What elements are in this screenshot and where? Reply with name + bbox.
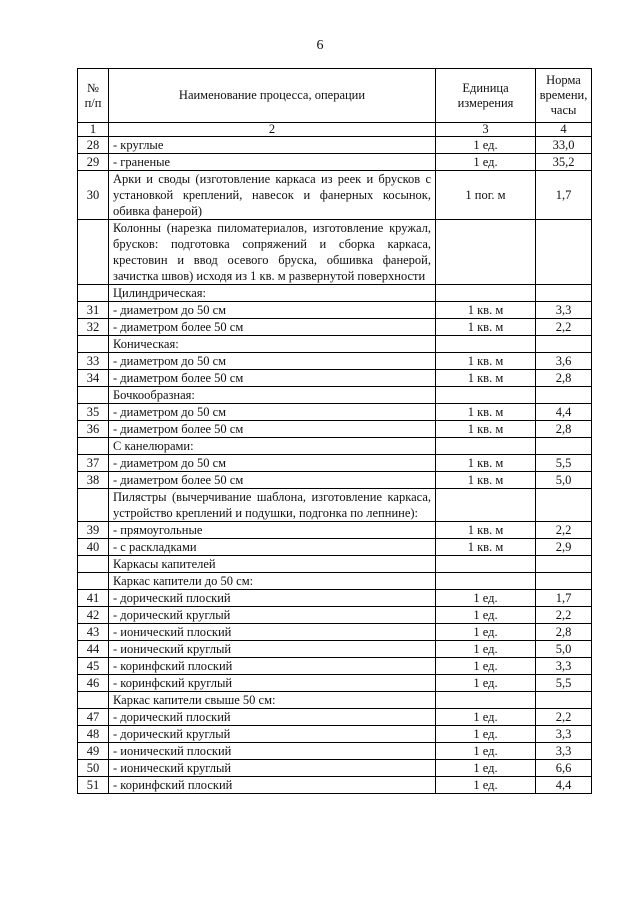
row-number: 47 [78,709,109,726]
row-time-norm: 5,5 [536,675,592,692]
row-process-name: Коническая: [109,336,436,353]
row-number [78,573,109,590]
table-row [78,285,592,302]
row-time-norm: 2,8 [536,370,592,387]
row-process-name: - ионический плоский [109,624,436,641]
row-unit: 1 ед. [436,590,536,607]
row-unit: 1 кв. м [436,404,536,421]
row-number: 31 [78,302,109,319]
row-process-name: - дорический круглый [109,607,436,624]
row-number: 36 [78,421,109,438]
table-row [78,573,592,590]
row-unit [436,387,536,404]
row-process-name: Каркас капители до 50 см: [109,573,436,590]
row-time-norm: 3,3 [536,302,592,319]
row-unit: 1 кв. м [436,539,536,556]
row-time-norm: 2,2 [536,319,592,336]
table-row [78,607,592,624]
table-row [78,220,592,285]
row-time-norm: 3,6 [536,353,592,370]
column-index: 2 [109,123,436,137]
row-process-name: - граненые [109,154,436,171]
row-number: 46 [78,675,109,692]
row-time-norm [536,692,592,709]
row-time-norm: 6,6 [536,760,592,777]
header-process-name: Наименование процесса, операции [109,69,436,123]
column-index: 4 [536,123,592,137]
row-number [78,489,109,522]
row-process-name: - прямоугольные [109,522,436,539]
row-number: 48 [78,726,109,743]
table-row [78,522,592,539]
row-process-name: - диаметром более 50 см [109,421,436,438]
row-process-name: - дорический плоский [109,590,436,607]
row-process-name: - коринфский круглый [109,675,436,692]
row-unit: 1 ед. [436,743,536,760]
row-time-norm: 2,9 [536,539,592,556]
row-unit: 1 ед. [436,641,536,658]
row-number: 30 [78,171,109,220]
header-time-norm: Норма времени, часы [536,69,592,123]
table-row [78,777,592,794]
row-process-name: Колонны (нарезка пиломатериалов, изготовление кружал, брусков: подготовка сопряжений и сборка каркаса, крестовин и ввод осевого бруска, обшивка фанерой, зачистка швов) исходя из 1 кв. м развернутой поверхности [109,220,436,285]
row-unit: 1 ед. [436,726,536,743]
table-row [78,692,592,709]
row-time-norm: 4,4 [536,777,592,794]
header-unit: Единица измерения [436,69,536,123]
row-time-norm: 4,4 [536,404,592,421]
row-unit: 1 кв. м [436,319,536,336]
row-number: 45 [78,658,109,675]
row-unit: 1 кв. м [436,370,536,387]
row-process-name: - ионический плоский [109,743,436,760]
row-time-norm: 33,0 [536,137,592,154]
row-time-norm: 3,3 [536,743,592,760]
table-row [78,438,592,455]
row-time-norm [536,285,592,302]
table-row [78,556,592,573]
row-number: 35 [78,404,109,421]
row-process-name: - коринфский плоский [109,658,436,675]
row-process-name: - диаметром более 50 см [109,370,436,387]
row-unit: 1 кв. м [436,421,536,438]
row-number: 28 [78,137,109,154]
row-unit: 1 кв. м [436,455,536,472]
table-row [78,455,592,472]
row-number [78,438,109,455]
row-number [78,692,109,709]
table-row [78,709,592,726]
row-process-name: - диаметром более 50 см [109,319,436,336]
row-process-name: С канелюрами: [109,438,436,455]
row-unit: 1 кв. м [436,522,536,539]
row-unit [436,556,536,573]
table-row [78,370,592,387]
table-row [78,675,592,692]
row-number: 37 [78,455,109,472]
row-process-name: Пилястры (вычерчивание шаблона, изготовление каркаса, устройство креплений и подушки, подгонка по лепнине): [109,489,436,522]
row-time-norm [536,387,592,404]
row-number: 29 [78,154,109,171]
row-number: 51 [78,777,109,794]
row-unit: 1 пог. м [436,171,536,220]
row-process-name: - диаметром до 50 см [109,353,436,370]
table-row [78,658,592,675]
row-unit [436,336,536,353]
row-time-norm [536,336,592,353]
row-time-norm [536,573,592,590]
table-row [78,353,592,370]
row-time-norm: 2,2 [536,522,592,539]
table-row [78,590,592,607]
table-row [78,171,592,220]
column-index: 1 [78,123,109,137]
row-unit [436,220,536,285]
row-number: 41 [78,590,109,607]
row-time-norm: 1,7 [536,171,592,220]
row-process-name: - диаметром более 50 см [109,472,436,489]
table-row [78,624,592,641]
row-time-norm: 5,5 [536,455,592,472]
row-time-norm [536,220,592,285]
row-time-norm [536,489,592,522]
row-process-name: - с раскладками [109,539,436,556]
table-row [78,641,592,658]
row-unit: 1 ед. [436,607,536,624]
row-unit [436,692,536,709]
row-number: 42 [78,607,109,624]
table-row [78,154,592,171]
row-number: 32 [78,319,109,336]
row-unit: 1 ед. [436,624,536,641]
row-time-norm: 5,0 [536,641,592,658]
row-number [78,387,109,404]
row-unit: 1 кв. м [436,472,536,489]
row-process-name: - дорический круглый [109,726,436,743]
table-row [78,726,592,743]
row-time-norm: 1,7 [536,590,592,607]
row-process-name: - диаметром до 50 см [109,302,436,319]
row-number: 39 [78,522,109,539]
row-unit [436,438,536,455]
column-index: 3 [436,123,536,137]
row-unit: 1 ед. [436,137,536,154]
row-time-norm: 2,8 [536,421,592,438]
row-time-norm [536,556,592,573]
table-row [78,137,592,154]
table-row [78,743,592,760]
row-time-norm: 3,3 [536,658,592,675]
table-header-row [78,69,592,123]
row-time-norm: 2,2 [536,709,592,726]
row-time-norm: 2,8 [536,624,592,641]
table-row [78,421,592,438]
row-number [78,556,109,573]
row-number: 49 [78,743,109,760]
time-norms-table [77,68,592,794]
row-number: 40 [78,539,109,556]
column-index-row [78,123,592,137]
row-number: 38 [78,472,109,489]
row-number: 34 [78,370,109,387]
table-row [78,319,592,336]
row-process-name: - диаметром до 50 см [109,455,436,472]
row-unit: 1 ед. [436,658,536,675]
row-number: 44 [78,641,109,658]
row-unit: 1 ед. [436,760,536,777]
row-process-name: - дорический плоский [109,709,436,726]
row-number: 50 [78,760,109,777]
table-row [78,336,592,353]
row-process-name: Цилиндрическая: [109,285,436,302]
header-number: № п/п [78,69,109,123]
row-unit: 1 ед. [436,777,536,794]
row-unit: 1 ед. [436,154,536,171]
table-row [78,489,592,522]
row-number: 43 [78,624,109,641]
row-process-name: - ионический круглый [109,641,436,658]
page-number: 6 [316,38,324,53]
row-time-norm: 5,0 [536,472,592,489]
row-number: 33 [78,353,109,370]
row-process-name: - круглые [109,137,436,154]
row-process-name: - ионический круглый [109,760,436,777]
table-row [78,404,592,421]
row-process-name: - диаметром до 50 см [109,404,436,421]
row-unit: 1 ед. [436,675,536,692]
row-number [78,220,109,285]
row-unit: 1 ед. [436,709,536,726]
row-process-name: Арки и своды (изготовление каркаса из реек и брусков с установкой креплений, навесок и фанерных косынок, обивка фанерой) [109,171,436,220]
table-row [78,760,592,777]
table-row [78,302,592,319]
row-number [78,285,109,302]
row-unit [436,489,536,522]
table-row [78,539,592,556]
table-row [78,472,592,489]
row-process-name: Каркасы капителей [109,556,436,573]
table-body [78,137,592,794]
row-process-name: Бочкообразная: [109,387,436,404]
table-row [78,387,592,404]
row-unit: 1 кв. м [436,302,536,319]
row-unit: 1 кв. м [436,353,536,370]
row-process-name: Каркас капители свыше 50 см: [109,692,436,709]
row-time-norm [536,438,592,455]
row-unit [436,285,536,302]
row-process-name: - коринфский плоский [109,777,436,794]
row-time-norm: 35,2 [536,154,592,171]
row-time-norm: 3,3 [536,726,592,743]
row-number [78,336,109,353]
row-unit [436,573,536,590]
row-time-norm: 2,2 [536,607,592,624]
